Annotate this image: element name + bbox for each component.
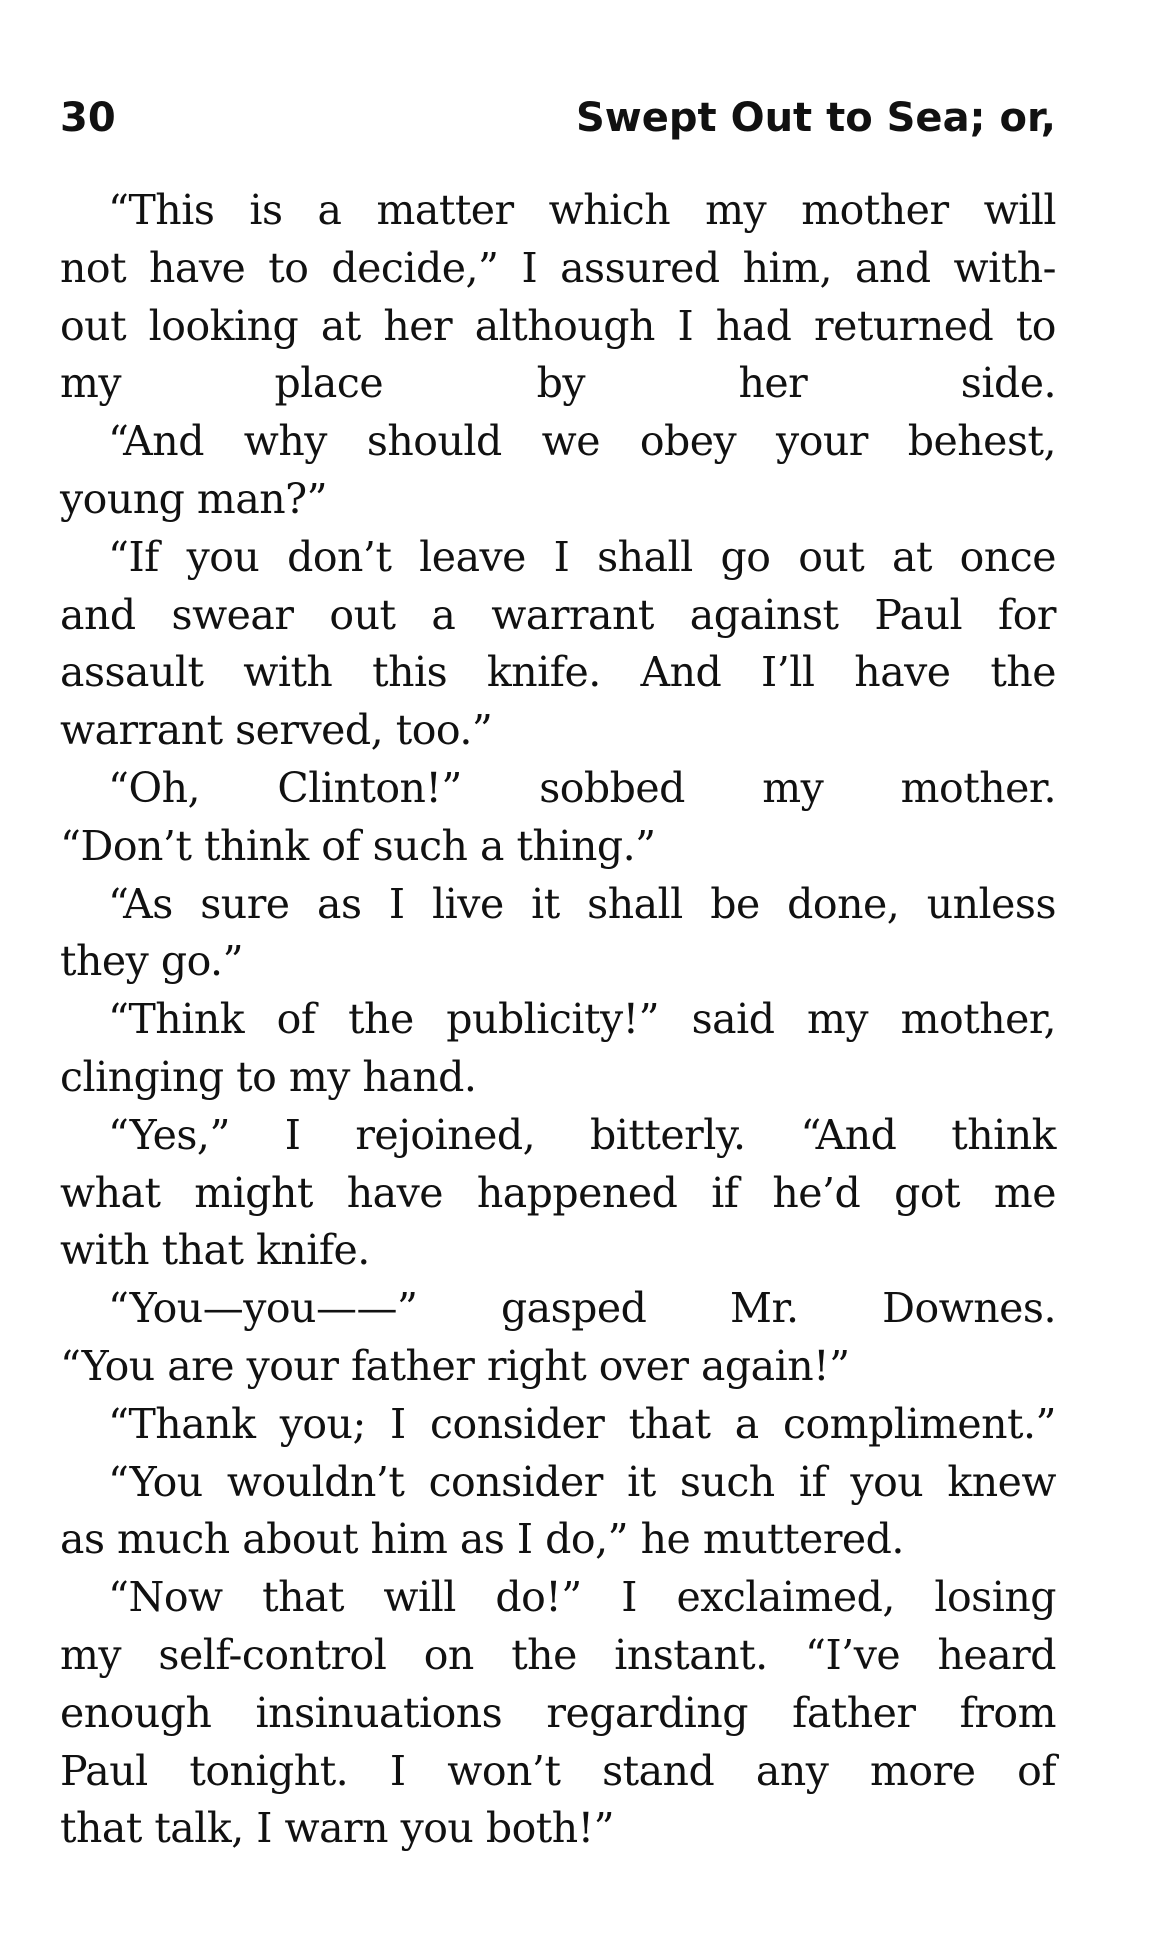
text-line: not have to decide,” I assured him, and with- xyxy=(60,243,1056,292)
text-line: “Yes,” I rejoined, bitterly. “And think xyxy=(108,1110,1056,1159)
text-line: “You wouldn’t consider it such if you knew xyxy=(108,1457,1056,1506)
running-title: Swept Out to Sea; or, xyxy=(576,95,1056,141)
text-line: “If you don’t leave I shall go out at once xyxy=(108,532,1056,581)
running-head xyxy=(60,88,1056,148)
body-text xyxy=(60,182,1056,1858)
text-line: Paul tonight. I won’t stand any more of xyxy=(60,1746,1056,1795)
text-line: “Think of the publicity!” said my mother, xyxy=(108,995,1056,1044)
text-line: as much about him as I do,” he muttered. xyxy=(60,1515,904,1564)
text-line: “You—you——” gasped Mr. Downes. xyxy=(108,1284,1056,1333)
text-line: “And why should we obey your behest, xyxy=(108,417,1056,466)
text-line: assault with this knife. And I’ll have the xyxy=(60,648,1056,697)
text-line: “You are your father right over again!” xyxy=(60,1341,850,1390)
text-line: “Now that will do!” I exclaimed, losing xyxy=(108,1573,1056,1622)
text-line: “Oh, Clinton!” sobbed my mother. xyxy=(108,763,1056,812)
text-line: that talk, I warn you both!” xyxy=(60,1804,615,1853)
text-line: with that knife. xyxy=(60,1226,370,1275)
text-line: “Don’t think of such a thing.” xyxy=(60,821,656,870)
text-line: clinging to my hand. xyxy=(60,1052,477,1101)
text-line: out looking at her although I had returned to xyxy=(60,301,1056,350)
text-line: what might have happened if he’d got me xyxy=(60,1168,1056,1217)
text-line: “As sure as I live it shall be done, unless xyxy=(108,879,1056,928)
page-number: 30 xyxy=(60,95,116,141)
text-line: my place by her side. xyxy=(60,359,1056,408)
text-line: young man?” xyxy=(60,474,328,523)
text-line: my self-control on the instant. “I’ve heard xyxy=(60,1630,1056,1679)
text-line: enough insinuations regarding father from xyxy=(60,1688,1056,1737)
text-line: they go.” xyxy=(60,937,244,986)
text-line: warrant served, too.” xyxy=(60,706,493,755)
text-line: “This is a matter which my mother will xyxy=(108,186,1056,234)
text-line: and swear out a warrant against Paul for xyxy=(60,590,1056,639)
text-line: “Thank you; I consider that a compliment.” xyxy=(108,1399,1056,1448)
